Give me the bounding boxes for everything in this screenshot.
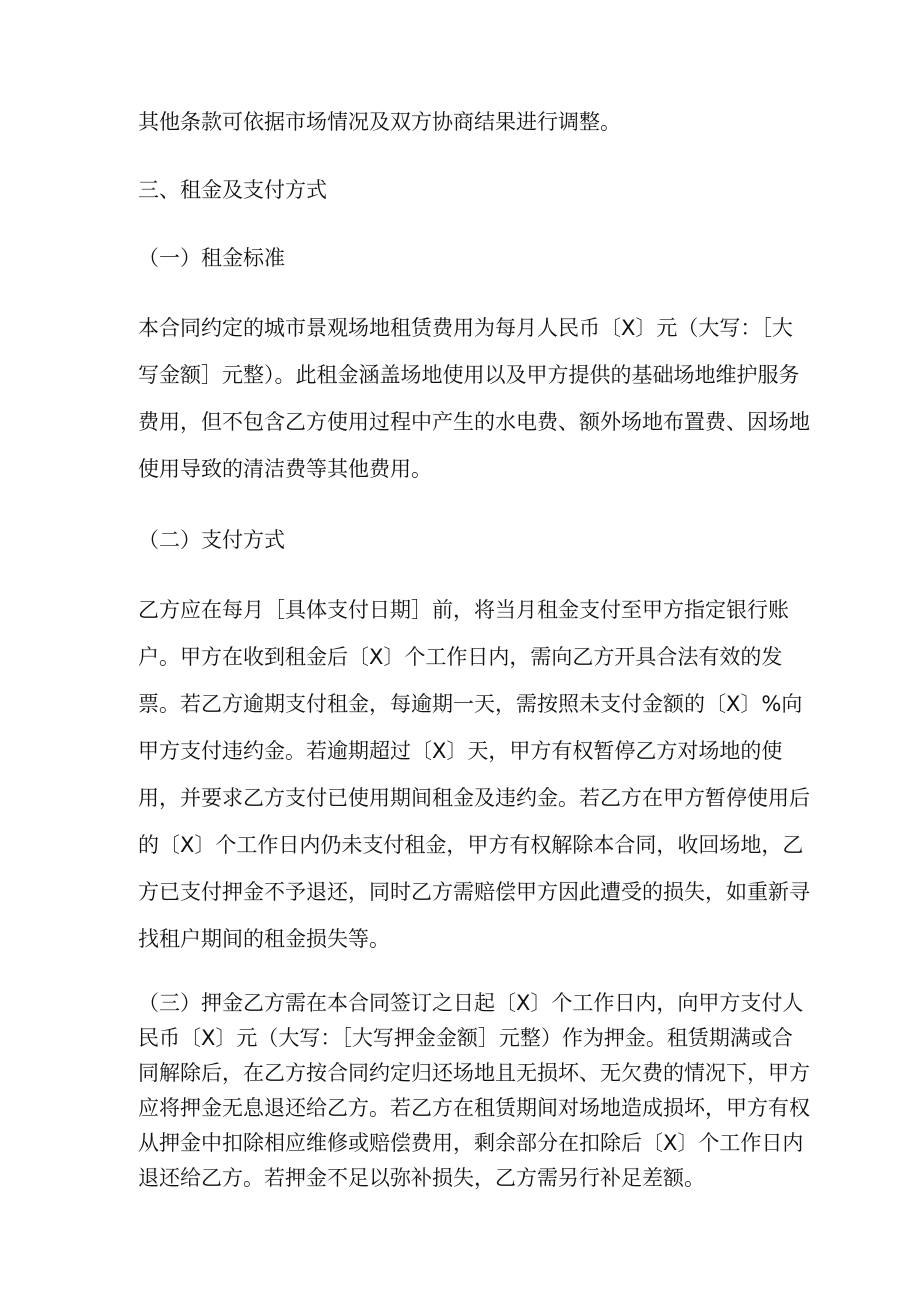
text-line: 的〔X〕个工作日内仍未支付租金，甲方有权解除本合同，收回场地，乙 xyxy=(138,833,804,857)
text-line: 从押金中扣除相应维修或赔偿费用，剩余部分在扣除后〔X〕个工作日内 xyxy=(138,1131,804,1155)
text-line: 本合同约定的城市景观场地租赁费用为每月人民币〔X〕元（大写：［大 xyxy=(138,316,793,340)
text-line: 使用导致的清洁费等其他费用。 xyxy=(138,457,432,481)
text-line: 票。若乙方逾期支付租金，每逾期一天，需按照未支付金额的〔X〕%向 xyxy=(138,692,803,716)
text-line: 退还给乙方。若押金不足以弥补损失，乙方需另行补足差额。 xyxy=(138,1166,705,1190)
text-line: 乙方应在每月［具体支付日期］前，将当月租金支付至甲方指定银行账 xyxy=(138,598,789,622)
section-heading: 三、租金及支付方式 xyxy=(138,178,327,202)
text-line: 写金额］元整）。此租金涵盖场地使用以及甲方提供的基础场地维护服务 xyxy=(138,363,800,387)
text-line: 户。甲方在收到租金后〔X〕个工作日内，需向乙方开具合法有效的发 xyxy=(138,645,783,669)
text-line: 甲方支付违约金。若逾期超过〔X〕天，甲方有权暂停乙方对场地的使 xyxy=(138,739,783,763)
subsection-heading: （一）租金标准 xyxy=(138,246,285,270)
text-line: 应将押金无息退还给乙方。若乙方在租赁期间对场地造成损坏，甲方有权 xyxy=(138,1096,810,1120)
subsection-heading: （二）支付方式 xyxy=(138,528,285,552)
text-line: 其他条款可依据市场情况及双方协商结果进行调整。 xyxy=(138,110,621,134)
text-line: （三）押金乙方需在本合同签订之日起〔X〕个工作日内，向甲方支付人 xyxy=(138,991,804,1015)
text-line: 用，并要求乙方支付已使用期间租金及违约金。若乙方在甲方暂停使用后 xyxy=(138,786,810,810)
text-line: 找租户期间的租金损失等。 xyxy=(138,927,390,951)
text-line: 费用，但不包含乙方使用过程中产生的水电费、额外场地布置费、因场地 xyxy=(138,410,810,434)
text-line: 同解除后，在乙方按合同约定归还场地且无损坏、无欠费的情况下，甲方 xyxy=(138,1061,810,1085)
text-line: 方已支付押金不予退还，同时乙方需赔偿甲方因此遭受的损失，如重新寻 xyxy=(138,880,810,904)
text-line: 民币〔X〕元（大写：［大写押金金额］元整）作为押金。租赁期满或合 xyxy=(138,1026,793,1050)
